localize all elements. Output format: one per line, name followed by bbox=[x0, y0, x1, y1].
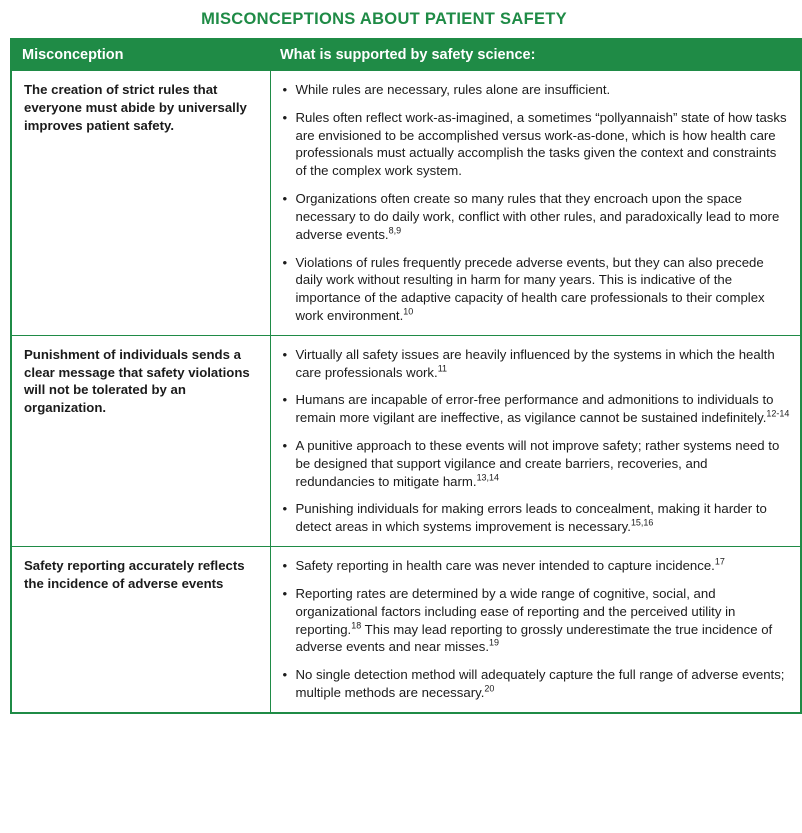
reference-marker: 15,16 bbox=[630, 517, 654, 528]
misconception-cell: Safety reporting accurately reflects the incidence of adverse events bbox=[11, 547, 270, 713]
list-item bbox=[283, 81, 791, 99]
list-item bbox=[283, 391, 791, 427]
table-header bbox=[11, 39, 801, 71]
list-item bbox=[283, 557, 791, 575]
safety-science-cell bbox=[270, 335, 801, 546]
column-header-misconception: Misconception bbox=[11, 39, 270, 71]
misconceptions-table bbox=[10, 38, 802, 714]
reference-marker: 18 bbox=[351, 620, 362, 631]
list-item bbox=[283, 254, 791, 325]
list-item bbox=[283, 585, 791, 656]
list-item bbox=[283, 500, 791, 536]
point-list bbox=[283, 81, 791, 325]
list-item bbox=[283, 190, 791, 243]
point-text-continued: This may lead reporting to grossly underestimate the true incidence of adverse events and near misses. bbox=[295, 621, 773, 655]
point-text: Safety reporting in health care was never intended to capture incidence. bbox=[295, 558, 715, 574]
reference-marker: 19 bbox=[489, 637, 500, 648]
reference-marker: 17 bbox=[714, 556, 725, 567]
reference-marker: 8,9 bbox=[388, 225, 402, 236]
list-item bbox=[283, 346, 791, 382]
table-header-row bbox=[11, 39, 801, 71]
list-item bbox=[283, 109, 791, 180]
reference-marker: 10 bbox=[403, 306, 414, 317]
point-text: Rules often reflect work-as-imagined, a sometimes “pollyannaish” state of how tasks are envisioned to be accomplished versus work-as-done, which is how health care professionals must actually accomplish the tasks given the context and constraints of the complex work system. bbox=[295, 109, 787, 179]
reference-marker: 20 bbox=[484, 683, 495, 694]
table-row bbox=[11, 71, 801, 336]
point-text: Humans are incapable of error-free performance and admonitions to individuals to remain more vigilant are ineffective, as vigilance cannot be sustained indefinitely. bbox=[295, 392, 774, 426]
point-text: Organizations often create so many rules that they encroach upon the space necessary to do daily work, conflict with other rules, and paradoxically lead to more adverse events. bbox=[295, 191, 780, 242]
point-text: Reporting rates are determined by a wide range of cognitive, social, and organizational factors including ease of reporting and the perceived utility in reporting. bbox=[295, 585, 736, 637]
safety-science-cell bbox=[270, 71, 801, 336]
list-item bbox=[283, 666, 791, 702]
table-body bbox=[11, 71, 801, 713]
page-title: MISCONCEPTIONS ABOUT PATIENT SAFETY bbox=[201, 10, 567, 28]
point-text: A punitive approach to these events will not improve safety; rather systems need to be designed that support vigilance and create barriers, recoveries, and redundancies to mitigate harm. bbox=[295, 438, 780, 489]
list-item bbox=[283, 437, 791, 490]
column-header-safety-science: What is supported by safety science: bbox=[270, 39, 801, 71]
table-row bbox=[11, 547, 801, 713]
point-text: Punishing individuals for making errors leads to concealment, making it harder to detect areas in which systems improvement is necessary. bbox=[295, 501, 767, 535]
point-text: No single detection method will adequately capture the full range of adverse events; multiple methods are necessary. bbox=[295, 667, 785, 700]
table-row bbox=[11, 335, 801, 546]
misconception-cell: The creation of strict rules that everyone must abide by universally improves patient safety. bbox=[11, 71, 270, 336]
point-list bbox=[283, 346, 791, 536]
point-text: Violations of rules frequently precede adverse events, but they can also precede daily work without resulting in harm for many years. This is indicative of the importance of the adaptive capacity of health care professionals to their complex work environment. bbox=[295, 254, 765, 323]
misconception-cell: Punishment of individuals sends a clear message that safety violations will not be tolerated by an organization. bbox=[11, 335, 270, 546]
reference-marker: 12-14 bbox=[766, 408, 790, 419]
reference-marker: 13,14 bbox=[476, 472, 500, 483]
point-list bbox=[283, 557, 791, 702]
point-text: Virtually all safety issues are heavily influenced by the systems in which the health care professionals work. bbox=[295, 346, 775, 380]
reference-marker: 11 bbox=[437, 363, 448, 374]
point-text: While rules are necessary, rules alone are insufficient. bbox=[295, 82, 611, 97]
safety-science-cell bbox=[270, 547, 801, 713]
